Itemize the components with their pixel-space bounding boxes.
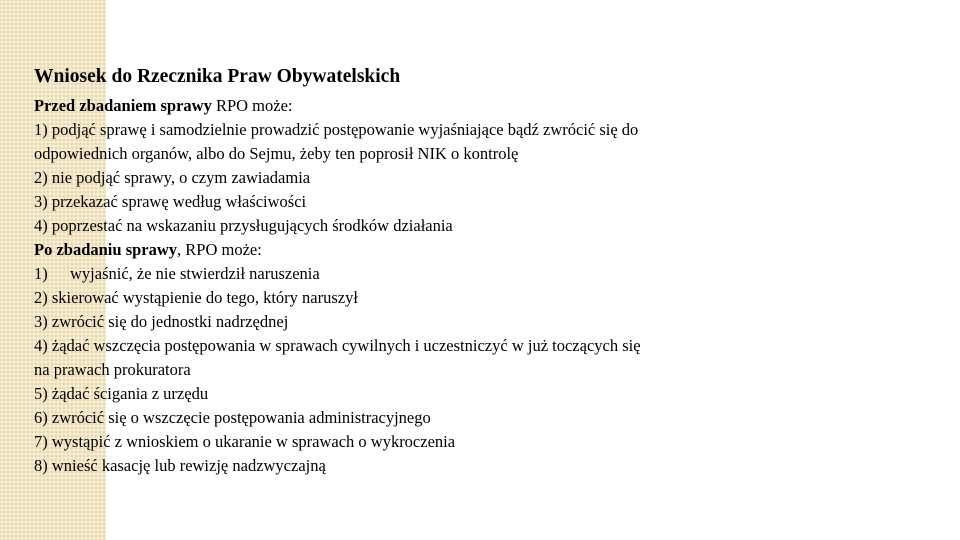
list-item: 3) przekazać sprawę według właściwości xyxy=(34,192,307,211)
before-heading-bold: Przed zbadaniem sprawy xyxy=(34,96,212,115)
list-item: 8) wnieść kasację lub rewizję nadzwyczajną xyxy=(34,456,326,475)
list-item: 4) poprzestać na wskazaniu przysługujących środków działania xyxy=(34,216,453,235)
list-item: 2) nie podjąć sprawy, o czym zawiadamia xyxy=(34,168,311,187)
before-heading xyxy=(34,94,934,118)
after-heading-bold: Po zbadaniu sprawy xyxy=(34,240,178,259)
after-heading xyxy=(34,238,934,262)
list-item: na prawach prokuratora xyxy=(34,360,191,379)
list-item-text: wyjaśnić, że nie stwierdził naruszenia xyxy=(70,264,320,283)
list-item: 2) skierować wystąpienie do tego, który naruszył xyxy=(34,288,358,307)
list-item: 4) żądać wszczęcia postępowania w sprawach cywilnych i uczestniczyć w już toczących się xyxy=(34,336,641,355)
slide-title: Wniosek do Rzecznika Praw Obywatelskich xyxy=(34,66,401,87)
list-item: 3) zwrócić się do jednostki nadrzędnej xyxy=(34,312,289,331)
list-item-number: 1) xyxy=(34,264,48,283)
before-heading-rest: RPO może: xyxy=(211,96,293,115)
list-item: 6) zwrócić się o wszczęcie postępowania administracyjnego xyxy=(34,408,431,427)
list-item: 5) żądać ścigania z urzędu xyxy=(34,384,209,403)
list-item: odpowiednich organów, albo do Sejmu, żeby ten poprosił NIK o kontrolę xyxy=(34,144,519,163)
list-item: 7) wystąpić z wnioskiem o ukaranie w sprawach o wykroczenia xyxy=(34,432,456,451)
slide-content xyxy=(34,62,934,478)
list-item xyxy=(34,262,934,286)
list-item: 1) podjąć sprawę i samodzielnie prowadzić postępowanie wyjaśniające bądź zwrócić się do xyxy=(34,120,639,139)
after-heading-rest: , RPO może: xyxy=(177,240,262,259)
